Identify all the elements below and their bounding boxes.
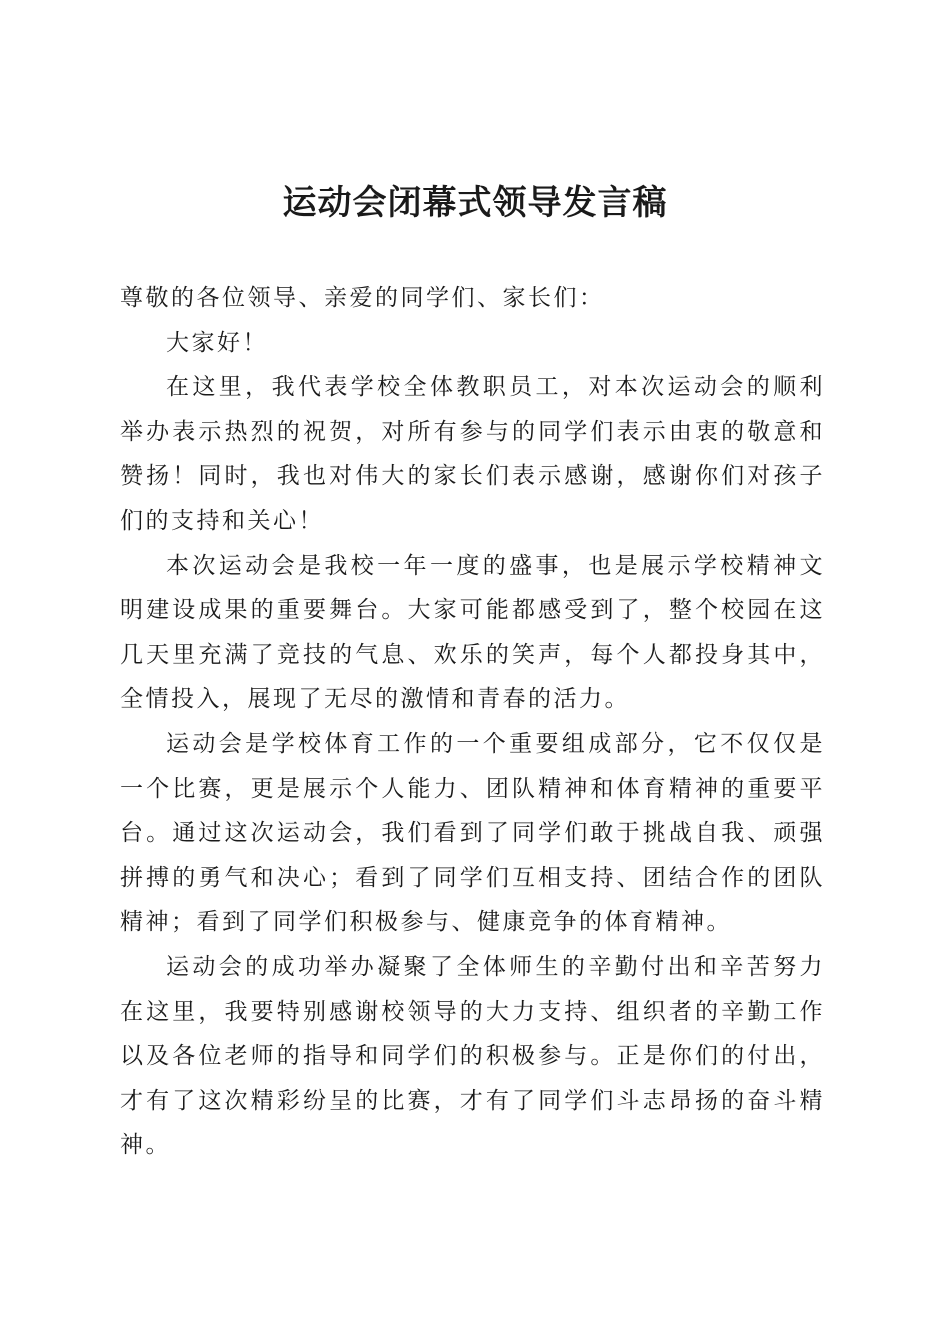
salutation: 尊敬的各位领导、亲爱的同学们、家长们： [120, 285, 605, 311]
paragraph-greeting: 大家好！ [166, 329, 268, 356]
paragraph-event-significance: 本次运动会是我校一年一度的盛事，也是展示学校精神文明建设成果的重要舞台。大家可能都感受到了，整个校园在这几天里充满了竞技的气息、欢乐的笑声，每个人都投身其中，全情投入，展现了无尽的激情和青春的活力。 [120, 552, 825, 713]
paragraph-congratulations: 在这里，我代表学校全体教职员工，对本次运动会的顺利举办表示热烈的祝贺，对所有参与的同学们表示由衷的敬意和赞扬！同时，我也对伟大的家长们表示感谢，感谢你们对孩子们的支持和关心！ [120, 374, 825, 534]
document-body [120, 276, 825, 1168]
document-title: 运动会闭幕式领导发言稿 [282, 183, 668, 223]
paragraph-sports-spirit: 运动会是学校体育工作的一个重要组成部分，它不仅仅是一个比赛，更是展示个人能力、团队精神和体育精神的重要平台。通过这次运动会，我们看到了同学们敢于挑战自我、顽强拼搏的勇气和决心；看到了同学们互相支持、团结合作的团队精神；看到了同学们积极参与、健康竞争的体育精神。 [120, 730, 825, 936]
paragraph-thanks: 运动会的成功举办凝聚了全体师生的辛勤付出和辛苦努力在这里，我要特别感谢校领导的大力支持、组织者的辛勤工作以及各位老师的指导和同学们的积极参与。正是你们的付出，才有了这次精彩纷呈的比赛，才有了同学们斗志昂扬的奋斗精神。 [120, 953, 825, 1159]
